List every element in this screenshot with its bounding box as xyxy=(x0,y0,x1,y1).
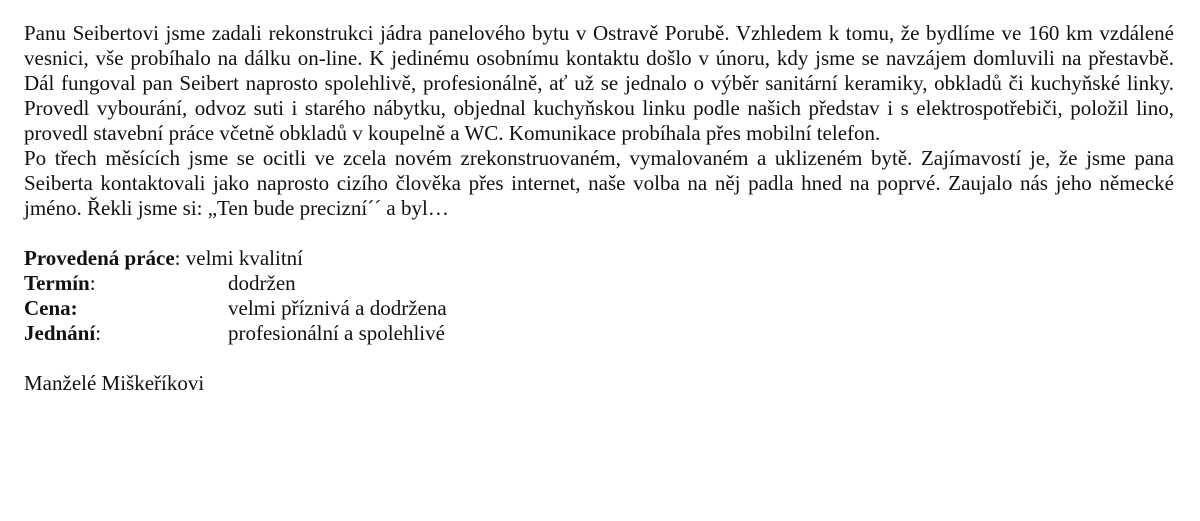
rating-label: Jednání xyxy=(24,321,96,345)
testimonial-paragraph-2: Po třech měsících jsme se ocitli ve zcela novém zrekonstruovaném, vymalovaném a uklizeném bytě. Zajímavostí je, že jsme pana Seiberta kontaktovali jako naprosto cizího člověka přes internet, naše volba na něj padla hned na poprvé. Zaujalo nás jeho německé jméno. Řekli jsme si: „Ten bude precizní´´ a byl… xyxy=(24,146,1174,220)
signature: Manželé Miškeříkovi xyxy=(24,371,205,395)
rating-value: velmi kvalitní xyxy=(180,246,303,270)
rating-row-price xyxy=(24,296,1174,321)
testimonial-paragraph-1: Panu Seibertovi jsme zadali rekonstrukci jádra panelového bytu v Ostravě Porubě. Vzhledem k tomu, že bydlíme ve 160 km vzdálené vesnici, vše probíhalo na dálku on-line. K jedinému osobnímu kontaktu došlo v únoru, kdy jsme se navzájem domluvili na přestavbě. Dál fungoval pan Seibert naprosto spolehlivě, profesionálně, ať už se jednalo o výběr sanitární keramiky, obkladů či kuchyňské linky. Provedl vybourání, odvoz suti i starého nábytku, objednal kuchyňskou linku podle našich představ i s elektrospotřebiči, položil lino, provedl stavební práce včetně obkladů v koupelně a WC. Komunikace probíhala přes mobilní telefon. xyxy=(24,21,1174,145)
rating-label: Provedená práce xyxy=(24,246,175,270)
rating-colon: : xyxy=(89,271,96,295)
rating-row-conduct xyxy=(24,321,1174,346)
rating-value: dodržen xyxy=(228,271,296,295)
rating-label: Termín xyxy=(24,271,90,295)
rating-row-work-quality xyxy=(24,246,1174,271)
testimonial-document xyxy=(24,21,1174,396)
rating-value: profesionální a spolehlivé xyxy=(228,321,445,345)
rating-row-deadline xyxy=(24,271,1174,296)
rating-value: velmi příznivá a dodržena xyxy=(228,296,447,320)
rating-colon: : xyxy=(95,321,102,345)
rating-colon: : xyxy=(174,246,181,270)
ratings-list xyxy=(24,246,1174,346)
rating-label: Cena: xyxy=(24,296,78,320)
